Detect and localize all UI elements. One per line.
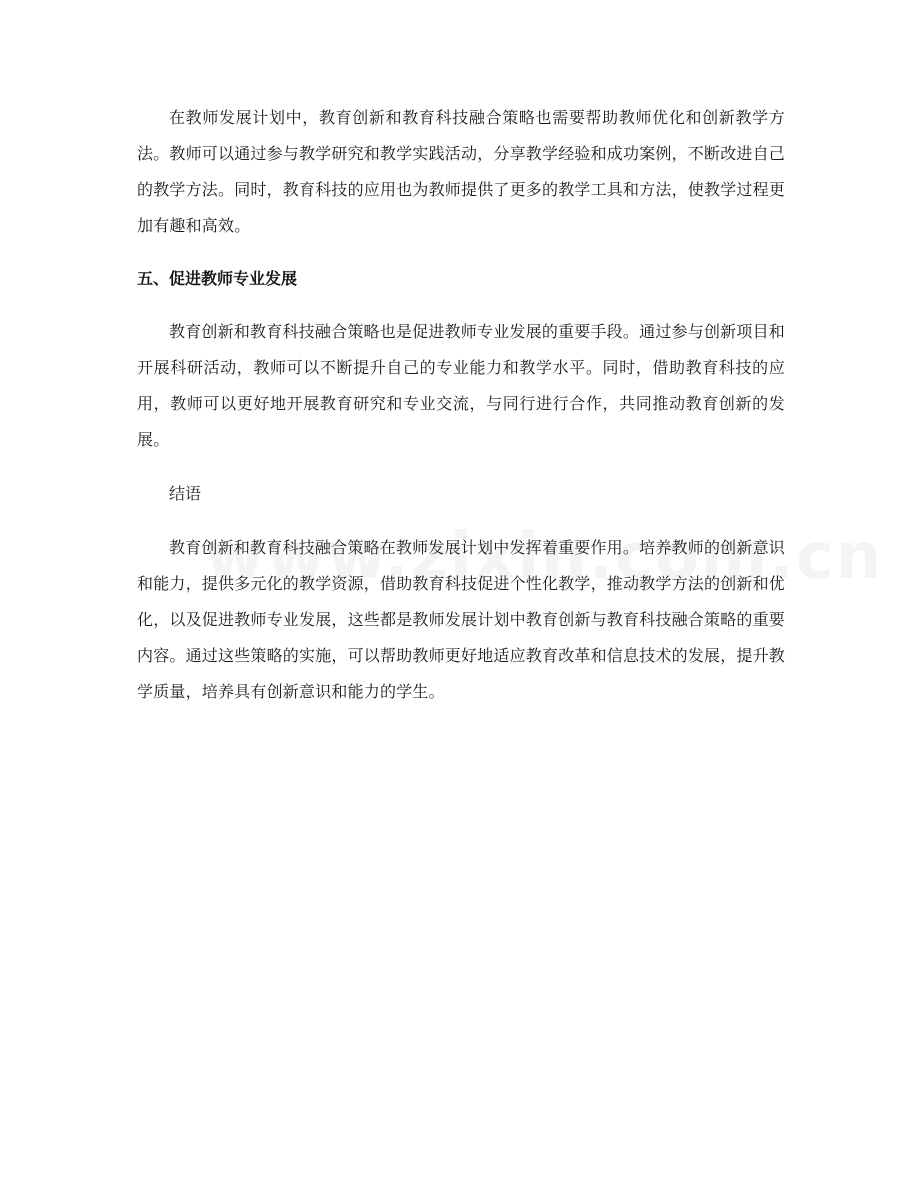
spacer: [137, 512, 785, 530]
section-heading-professional-development: 五、促进教师专业发展: [137, 269, 298, 288]
document-body: [137, 100, 785, 710]
paragraph-teaching-methods: 在教师发展计划中，教育创新和教育科技融合策略也需要帮助教师优化和创新教学方法。教师可以通过参与教学研究和教学实践活动，分享教学经验和成功案例，不断改进自己的教学方法。同时，教育科技的应用也为教师提供了更多的教学工具和方法，使教学过程更加有趣和高效。: [137, 108, 786, 235]
paragraph-conclusion: 教育创新和教育科技融合策略在教师发展计划中发挥着重要作用。培养教师的创新意识和能力，提供多元化的教学资源，借助教育科技促进个性化教学，推动教学方法的创新和优化，以及促进教师专业发展，这些都是教师发展计划中教育创新与教育科技融合策略的重要内容。通过这些策略的实施，可以帮助教师更好地适应教育改革和信息技术的发展，提升教学质量，培养具有创新意识和能力的学生。: [137, 538, 786, 701]
spacer: [137, 458, 785, 476]
conclusion-label: 结语: [169, 484, 202, 503]
paragraph-professional-development: 教育创新和教育科技融合策略也是促进教师专业发展的重要手段。通过参与创新项目和开展科研活动，教师可以不断提升自己的专业能力和教学水平。同时，借助教育科技的应用，教师可以更好地开展教育研究和专业交流，与同行进行合作，共同推动教育创新的发展。: [137, 322, 785, 449]
